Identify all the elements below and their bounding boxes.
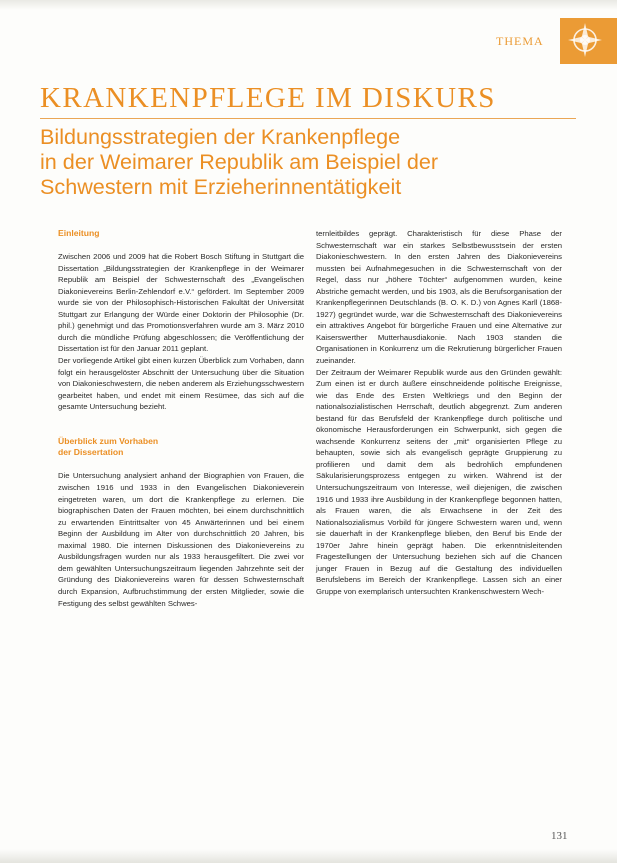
compass-rose-icon (567, 22, 603, 58)
section-label: THEMA (496, 34, 544, 48)
title-rule (40, 118, 576, 119)
section-title: KRANKENPFLEGE IM DISKURS (40, 82, 496, 114)
spacer (58, 424, 304, 436)
heading-ueberblick: Überblick zum Vorhaben (58, 435, 159, 446)
scan-edge-top (0, 0, 617, 10)
paragraph-intro-2: Der vorliegende Artikel gibt einen kurzen Überblick zum Vorhaben, dann folgt ein herausgelöster Abschnitt der Untersuchung über die Situation von Diakonieschwestern, die neben anderem als Erziehungsschwestern gearbeitet haben, und endet mit einem Resümee, das sich auf die gesamte Untersuchung bezieht. (58, 356, 304, 412)
spacer (58, 240, 304, 252)
paragraph-continuation: ternleitbildes geprägt. Charakteristisch für diese Phase der Schwesternschaft war ein starkes Selbstbewusstsein der ersten Diakonieschwestern. In den ersten Jahren des Diakonievereins mussten bei Aufnahmegesuchen in die Schwesternschaft von der Regel, dass nur „höhere Töchter“ aufgenommen wurden, keine Abstriche gemacht werden, und bis 1903, als die Berufsorganisation der Krankenpflegerinnen Deutschlands (B. O. K. D.) von Agnes Karll (1868-1927) gegründet wurde, war die Schwesternschaft des Diakonievereins ein attraktives Angebot für bürgerliche Frauen und eine Alternative zur Kaiserswerther Mutterhausdiakonie. Nach 1903 standen die Organisationen in Konkurrenz um die Rekrutierung bürgerlicher Frauen zueinander. (316, 229, 562, 366)
heading-ueberblick-continued: der Dissertation (58, 447, 124, 458)
headline-line: Bildungsstrategien der Krankenpflege (40, 124, 401, 149)
page-number: 131 (551, 830, 568, 842)
headline-line: Schwestern mit Erzieherinnentätigkeit (40, 174, 402, 199)
right-column (316, 228, 562, 598)
scan-edge-bottom (0, 849, 617, 863)
paragraph-intro-1: Zwischen 2006 und 2009 hat die Robert Bosch Stiftung in Stuttgart die Dissertation „Bildungsstrategien der Krankenpflege in der Weimarer Republik am Beispiel der Schwesternschaft des „Evangelischen Diakonievereins Berlin-Zehlendorf e.V.“ gefördert. Im September 2009 wurde sie von der Philosophisch-Historischen Fakultät der Universität Stuttgart zur Erlangung der Würde einer Doktorin der Philosophie (Dr. phil.) genehmigt und das Promotionsverfahren wurde am 3. März 2010 durch die mündliche Prüfung abgeschlossen; die Veröffentlichung der Dissertation ist für den Januar 2011 geplant. (58, 252, 304, 354)
heading-einleitung: Einleitung (58, 228, 100, 238)
paragraph-overview: Die Untersuchung analysiert anhand der Biographien von Frauen, die zwischen 1916 und 1933 in den Evangelischen Diakonieverein eingetreten waren, um dort die Krankenpflege zu erlernen. Die biographischen Daten der Frauen möchten, bei einem durchschnittlich zu erwartenden Eintrittsalter von 45 Anwärterinnen und bei einem Beginn der Ausbildung im Alter von durchschnittlich 20 Jahren, bis maximal 1980. Die internen Diskussionen des Diakonievereins zu Ausbildungsfragen wurden nur als 1933 herausgefiltert. Die zwei vor dem gewählten Untersuchungszeitraum liegenden Jahrzehnte seit der Gründung des Diakonievereins waren für dessen Schwesternschaft durch Expansion, Aufbruchstimmung der ersten Mitglieder, sowie die Festigung des selbst gewählten Schwes- (58, 471, 304, 608)
paragraph-weimar: Der Zeitraum der Weimarer Republik wurde aus den Gründen gewählt: Zum einen ist er durch äußere einschneidende politische Ereignisse, wie das Ende des Ersten Weltkriegs und den Beginn der nationalsozialistischen Herrschaft, deutlich abgegrenzt. Zum anderen bestand für das Berufsfeld der Krankenpflege durch politische und ökonomische Herausforderungen ein Schwerpunkt, sich gegen die wachsende Konkurrenz seitens der „mit“ organisierten Pflege zu behaupten, sowie sich als evangelisch geprägte Gruppierung zu profilieren und damit dem als bedrohlich empfundenen Säkularisierungsprozess entgegen zu wirken. Während ist der Untersuchungszeitraum von Interesse, weil diejenigen, die zwischen 1916 und 1933 ihre Ausbildung in der Krankenpflege begonnen hatten, als Frauen waren, die als Erwachsene in der Zeit des Nationalsozialismus Vorbild für jüngere Schwestern waren und, wenn sie dauerhaft in der Krankenpflege blieben, den Beruf bis Ende der 1970er Jahre hinein geprägt haben. Die erkenntnisleitenden Fragestellungen der Untersuchung beziehen sich auf die Chancen junger Frauen in Bezug auf die Gestaltung des individuellen Berufslebens im Bereich der Krankenpflege. Lassen sich an einer Gruppe von exemplarisch untersuchten Krankenschwestern Wech- (316, 367, 562, 596)
spacer (58, 413, 304, 425)
left-column (58, 228, 304, 609)
article-headline (40, 124, 580, 199)
spacer (58, 459, 304, 471)
headline-line: in der Weimarer Republik am Beispiel der (40, 149, 439, 174)
